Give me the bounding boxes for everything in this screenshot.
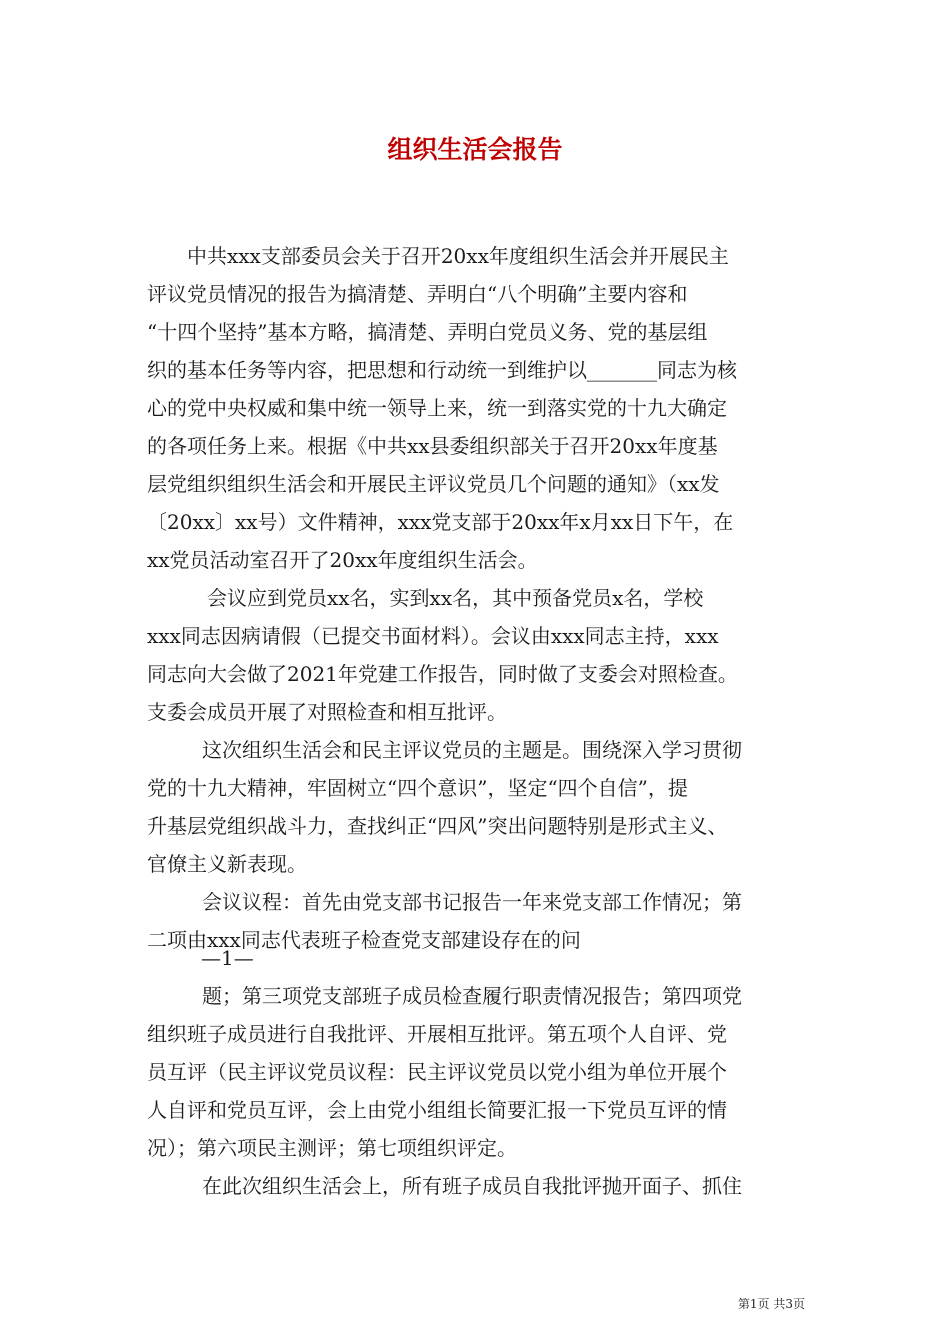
body-line: 同志向大会做了2021年党建工作报告，同时做了支委会对照检查。 (147, 662, 738, 686)
body-line: 二项由xxx同志代表班子检查党支部建设存在的问 (147, 928, 581, 952)
body-line: 况）；第六项民主测评；第七项组织评定。 (147, 1136, 517, 1160)
body-line: 中共xxx支部委员会关于召开20xx年度组织生活会并开展民主 (187, 244, 729, 268)
document-title: 组织生活会报告 (387, 135, 563, 164)
body-line: 官僚主义新表现。 (147, 852, 307, 876)
body-line: 组织班子成员进行自我批评、开展相互批评。第五项个人自评、党 (147, 1022, 727, 1046)
body-line: “十四个坚持”基本方略，搞清楚、弄明白党员义务、党的基层组 (147, 320, 708, 344)
body-line: 评议党员情况的报告为搞清楚、弄明白“八个明确”主要内容和 (147, 282, 688, 306)
body-line: xxx同志因病请假（已提交书面材料）。会议由xxx同志主持，xxx (147, 624, 719, 648)
body-line: 题；第三项党支部班子成员检查履行职责情况报告；第四项党 (202, 984, 742, 1008)
body-line: 心的党中央权威和集中统一领导上来，统一到落实党的十九大确定 (147, 396, 727, 420)
page-footer: 第1页 共3页 (737, 1297, 805, 1311)
body-line: 员互评（民主评议党员议程：民主评议党员以党小组为单位开展个 (147, 1060, 727, 1084)
body-line: 党的十九大精神，牢固树立“四个意识”，坚定“四个自信”，提 (147, 776, 688, 800)
body-line: 层党组织组织生活会和开展民主评议党员几个问题的通知》（xx发 (147, 472, 720, 496)
body-line: 的各项任务上来。根据《中共xx县委组织部关于召开20xx年度基 (147, 434, 718, 458)
body-line: 在此次组织生活会上，所有班子成员自我批评抛开面子、抓住 (202, 1174, 742, 1198)
body-line: 〔20xx〕xx号）文件精神，xxx党支部于20xx年x月xx日下午，在 (147, 510, 734, 534)
body-line: 织的基本任务等内容，把思想和行动统一到维护以_______同志为核 (147, 358, 737, 382)
body-line: 会议议程：首先由党支部书记报告一年来党支部工作情况；第 (202, 890, 742, 914)
body-line: 升基层党组织战斗力，查找纠正“四风”突出问题特别是形式主义、 (147, 814, 728, 838)
body-line: 人自评和党员互评，会上由党小组组长简要汇报一下党员互评的情 (147, 1098, 727, 1122)
body-line: xx党员活动室召开了20xx年度组织生活会。 (147, 548, 538, 572)
page-marker: —1— (201, 946, 254, 970)
body-line: 会议应到党员xx名，实到xx名，其中预备党员x名，学校 (207, 586, 704, 610)
body-line: 支委会成员开展了对照检查和相互批评。 (147, 700, 507, 724)
body-line: 这次组织生活会和民主评议党员的主题是。围绕深入学习贯彻 (202, 738, 742, 762)
